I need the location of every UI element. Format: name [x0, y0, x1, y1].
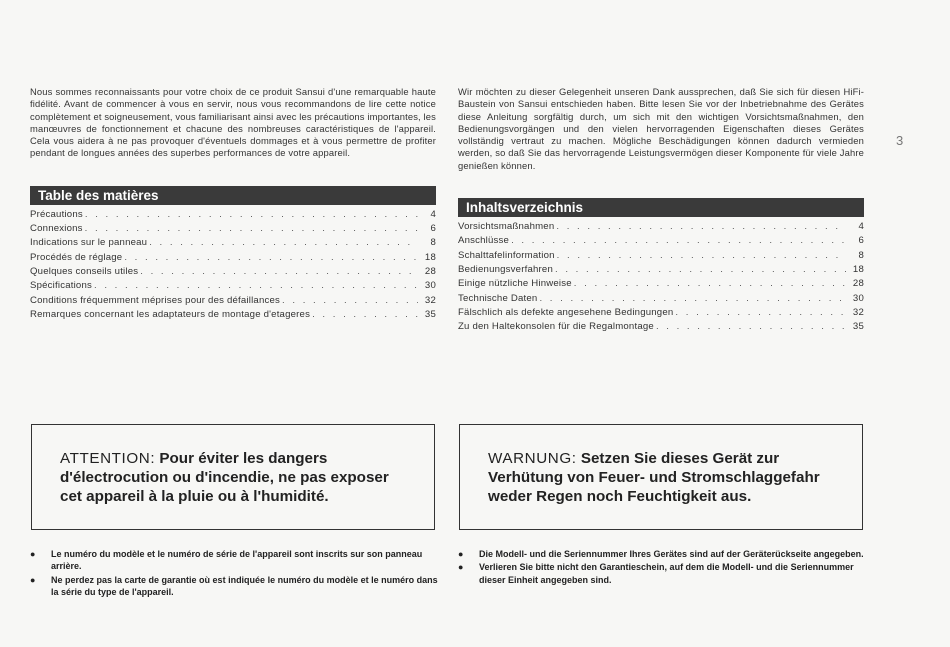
toc-leader-dots [312, 308, 418, 322]
toc-leader-dots [149, 236, 418, 250]
toc-entry-page: 32 [852, 306, 864, 318]
toc-entry-page: 6 [858, 235, 864, 247]
note-text: Le numéro du modèle et le numéro de série de l'appareil sont inscrits sur son panneau arrière. [51, 549, 423, 572]
notes-fr [30, 548, 440, 600]
german-column [458, 86, 864, 334]
bullet-icon: ● [458, 562, 464, 573]
toc-row [458, 220, 864, 234]
toc-entry-page: 4 [858, 221, 864, 233]
toc-row [458, 249, 864, 263]
toc-entry-page: 8 [858, 249, 864, 261]
toc-row [458, 292, 864, 306]
toc-entry-page: 30 [424, 280, 436, 292]
note-item [458, 548, 868, 560]
toc-entry-title: Spécifications [30, 280, 92, 292]
toc-entry-title: Indications sur le panneau [30, 237, 148, 249]
toc-entry-title: Procédés de réglage [30, 251, 123, 263]
toc-entry-page: 18 [852, 263, 864, 275]
french-column [30, 86, 436, 322]
toc-leader-dots [555, 263, 846, 277]
toc-entry-title: Remarques concernant les adaptateurs de montage d'etageres [30, 308, 311, 320]
toc-entry-title: Technische Daten [458, 292, 538, 304]
toc-entry-page: 18 [424, 251, 436, 263]
toc-row [30, 294, 436, 308]
toc-leader-dots [94, 279, 418, 293]
toc-entry-page: 35 [424, 308, 436, 320]
toc-row [30, 265, 436, 279]
toc-leader-dots [539, 292, 846, 306]
toc-leader-dots [675, 306, 846, 320]
toc-row [30, 236, 436, 250]
note-text: Ne perdez pas la carte de garantie où est indiquée le numéro du modèle et le numéro dans la série du type de l'appareil. [51, 574, 438, 598]
toc-leader-dots [574, 277, 846, 291]
intro-text-de: Wir möchten zu dieser Gelegenheit unseren Dank aussprechen, daß Sie sich für diesen HiFi-Baustein von Sansui entschieden haben. Bitte lesen Sie vor der Inbetriebnahme des Gerätes diese Anleitung sorgfältig durch, um sich mit den wichtigen Vorsichtsmaßnahmen, den Bedienungsvorgängen und den vielen hervorragenden Eigenschaften dieses Gerätes vollständig vertraut zu machen. Mögliche Beschädigungen können dadurch vermieden werden, so daß Sie das hervorragende Leistungsvermögen dieser Komponente für viele Jahre genießen können. [458, 86, 864, 171]
warning-lead-de: WARNUNG: [488, 450, 577, 467]
toc-entry-page: 4 [430, 208, 436, 220]
toc-leader-dots [85, 208, 418, 222]
toc-list-de [458, 220, 864, 334]
note-text: Die Modell- und die Seriennummer Ihres Gerätes sind auf der Geräterückseite angegeben. [479, 549, 864, 559]
page-number: 3 [896, 133, 904, 148]
toc-title-fr: Table des matières [30, 186, 436, 205]
notes-de [458, 548, 868, 587]
toc-row [30, 279, 436, 293]
toc-entry-title: Connexions [30, 223, 83, 235]
warning-body-fr: Pour éviter les dangers d'électrocution ou d'incendie, ne pas exposer cet appareil à la pluie ou à l'humidité. [60, 450, 389, 505]
toc-leader-dots [85, 222, 418, 236]
toc-entry-page: 35 [852, 321, 864, 333]
bullet-icon: ● [30, 574, 36, 585]
toc-entry-title: Fälschlich als defekte angesehene Bedingungen [458, 306, 674, 318]
toc-list-fr [30, 208, 436, 322]
toc-entry-page: 32 [424, 294, 436, 306]
toc-row [30, 222, 436, 236]
note-item [30, 548, 440, 573]
toc-entry-page: 28 [424, 265, 436, 277]
toc-row [458, 306, 864, 320]
toc-leader-dots [656, 320, 846, 334]
toc-entry-title: Bedienungsverfahren [458, 263, 554, 275]
bullet-icon: ● [30, 549, 36, 559]
toc-entry-title: Anschlüsse [458, 235, 510, 247]
toc-leader-dots [557, 249, 846, 263]
toc-row [458, 277, 864, 291]
warning-box-fr [31, 424, 435, 530]
toc-row [458, 234, 864, 248]
toc-entry-title: Précautions [30, 208, 83, 220]
toc-leader-dots [124, 251, 418, 265]
warning-box-de [459, 424, 863, 530]
toc-row [458, 263, 864, 277]
toc-entry-page: 8 [430, 237, 436, 249]
toc-entry-title: Vorsichtsmaßnahmen [458, 221, 555, 233]
toc-row [30, 208, 436, 222]
warning-body-de: Setzen Sie dieses Gerät zur Verhütung von Feuer- und Stromschlaggefahr weder Regen noch Feuchtigkeit aus. [488, 450, 820, 505]
bullet-icon: ● [458, 549, 464, 559]
warning-lead-fr: ATTENTION: [60, 450, 156, 467]
toc-entry-title: Conditions fréquemment méprises pour des défaillances [30, 294, 281, 306]
note-text: Verlieren Sie bitte nicht den Garantieschein, auf dem die Modell- und die Seriennummer dieser Einheit angegeben sind. [479, 562, 854, 585]
toc-leader-dots [282, 294, 418, 308]
toc-title-de: Inhaltsverzeichnis [458, 198, 864, 217]
toc-row [30, 308, 436, 322]
toc-leader-dots [511, 234, 846, 248]
toc-row [30, 251, 436, 265]
intro-text-fr: Nous sommes reconnaissants pour votre choix de ce produit Sansui d'une remarquable haute fidélité. Avant de commencer à vous en servir, nous vous recommandons de lire cette notice complètement et soigneusement, vous familiarisant ainsi avec les précautions importantes, les manœuvres de fonctionnement et chacune des nombreuses caractéristiques de l'appareil. Cela vous aidera à ne pas provoquer d'éventuels dommages et à vous permettre de profiter pendant de longues années des superbes performances de votre appareil. [30, 86, 436, 159]
toc-entry-title: Schalttafelinformation [458, 249, 555, 261]
note-item [30, 574, 440, 599]
toc-row [458, 320, 864, 334]
note-item [458, 561, 868, 586]
toc-entry-page: 6 [430, 223, 436, 235]
toc-entry-title: Quelques conseils utiles [30, 265, 139, 277]
toc-entry-page: 30 [852, 292, 864, 304]
toc-leader-dots [140, 265, 418, 279]
toc-entry-title: Zu den Haltekonsolen für die Regalmontage [458, 321, 654, 333]
toc-entry-title: Einige nützliche Hinweise [458, 278, 572, 290]
toc-leader-dots [556, 220, 846, 234]
toc-entry-page: 28 [852, 278, 864, 290]
